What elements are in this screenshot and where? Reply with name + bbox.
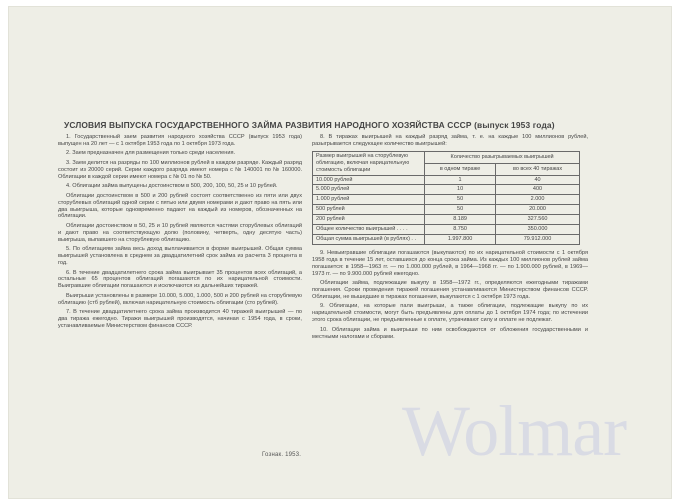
table-row [313,215,580,225]
table-row [313,185,580,195]
prize-table [312,151,580,245]
prize-count-all: 400 [496,185,580,195]
prize-amount: 200 рублей [313,215,425,225]
prize-count-all: 2.000 [496,195,580,205]
watermark: Wolmar [402,391,627,471]
paragraph: 10. Облигации займа и выигрыши по ним освобождаются от обложения государственными и местными налогами и сборами. [312,326,588,340]
column-header-all-draws: во всех 40 тиражах [496,163,580,175]
column-header-one-draw: в одном тираже [425,163,496,175]
total-count-one: 8.750 [425,225,496,235]
total-sum-all: 79.912.000 [496,234,580,244]
prize-count-one: 8.189 [425,215,496,225]
table-row [313,175,580,185]
column-header-amount: Размер выигрышей на сторублевую облигацию, включая нарицательную стоимость облигации [313,151,425,175]
column-header-count: Количество разыгрываемых выигрышей [425,151,580,163]
paragraph: 3. Заем делится на разряды по 100 миллионов рублей в каждом разряде. Каждый разряд состоит из 20000 серий. Серии каждого разряда имеют номера с № 140001 по № 160000. Облигации в каждой серии имеют номера с № 01 по № 50. [58,159,302,180]
prize-amount: 5.000 рублей [313,185,425,195]
total-count-all: 350.000 [496,225,580,235]
prize-count-one: 50 [425,205,496,215]
left-column [58,134,302,333]
prize-count-one: 50 [425,195,496,205]
document-title: УСЛОВИЯ ВЫПУСКА ГОСУДАРСТВЕННОГО ЗАЙМА РАЗВИТИЯ НАРОДНОГО ХОЗЯЙСТВА СССР (выпуск 1953 года) [64,120,555,130]
table-row [313,205,580,215]
paragraph: 4. Облигации займа выпущены достоинством в 500, 200, 100, 50, 25 и 10 рублей. [66,183,278,190]
prize-amount: 500 рублей [313,205,425,215]
prize-count-one: 1 [425,175,496,185]
paragraph: 1. Государственный заем развития народного хозяйства СССР (выпуск 1953 года) выпущен на 20 лет — с 1 октября 1953 года по 1 октября 1973 года. [58,134,302,147]
paragraph: 9. Невыигравшие облигации погашаются (выкупаются) по их нарицательной стоимости с 1 октября 1958 года в течение 15 лет, оставшихся до конца срока займа. Из каждых 100 миллионов рублей займа погашается: в 1958—1963 гг. — по 1.000.000 рублей, в 1964—1968 гг. — по 1.900.000 рублей, в 1969—1973 гг. — по 9.900.000 рублей ежегодно. [312,249,588,277]
paragraph: 5. По облигациям займа весь доход выплачивается в форме выигрышей. Общая сумма выигрышей установлена в среднем за двадцатилетний срок займа из расчета 3 процента в год. [58,246,302,267]
paragraph: 8. В тиражах выигрышей на каждый разряд займа, т. е. на каждые 100 миллионов рублей, разыгрывается следующее количество выигрышей: [312,134,588,147]
total-sum-one: 1.997.800 [425,234,496,244]
table-total-sum-row [313,234,580,244]
prize-amount: 10.000 рублей [313,175,425,185]
total-count-label: Общее количество выигрышей . . . . [313,225,425,235]
paragraph: 7. В течение двадцатилетнего срока займа производится 40 тиражей выигрышей — по два тиража ежегодно. Тиражи выигрышей производятся, начиная с 1954 года, в сроки, устанавливаемые Министерством финансов СССР. [58,309,302,330]
right-column [312,134,588,343]
paragraph: Облигации займа, подлежащие выкупу в 1958—1972 гг., определяются ежегодными тиражами погашения. Сроки проведения тиражей погашения устанавливаются Министерством финансов СССР. Облигации, не вышедшие в тиражах погашения, выкупаются с 1 октября 1973 года. [312,280,588,300]
paragraph: Облигации достоинством в 50, 25 и 10 рублей являются частями сторублевых облигаций и дают право на соответствующую долю (половину, четверть, одну десятую часть) выигрыша, выпавшего на сторублевую облигацию. [58,222,302,243]
prize-amount: 1.000 рублей [313,195,425,205]
prize-count-one: 10 [425,185,496,195]
paragraph: 9. Облигации, на которые пали выигрыши, а также облигации, подлежащие выкупу по их нарицательной стоимости, могут быть предъявлены для оплаты до 1 октября 1974 года; по истечении этого срока облигации, не предъявленные к оплате, утрачивают силу и оплате не подлежат. [312,303,588,324]
paragraph: 6. В течение двадцатилетнего срока займа выигрывает 35 процентов всех облигаций, а остальные 65 процентов облигаций погашаются по их нарицательной стоимости. Выигравшие облигации погашаются и исключаются из дальнейших тиражей. [58,269,302,290]
paragraph: 2. Заем предназначен для размещения только среди населения. [66,150,236,157]
table-row [313,195,580,205]
table-total-count-row [313,225,580,235]
prize-count-all: 327.560 [496,215,580,225]
prize-count-all: 40 [496,175,580,185]
total-sum-label: Общая сумма выигрышей (в рублях) . . [313,234,425,244]
table-header-row [313,151,580,163]
paragraph: Облигации достоинством в 500 и 200 рублей состоят соответственно из пяти или двух сторублевых облигаций одной серии с пятью или двумя номерами и дают право на пять или два выигрыша, которые одновременно падают на каждый из номеров, обозначенных на облигации. [58,192,302,220]
prize-count-all: 20.000 [496,205,580,215]
paragraph: Выигрыши установлены в размере 10.000, 5.000, 1.000, 500 и 200 рублей на сторублевую облигацию (стб рублей), включая нарицательную стоимость облигации (сто рублей). [58,292,302,306]
printer-imprint: Гознак. 1953. [262,452,302,458]
